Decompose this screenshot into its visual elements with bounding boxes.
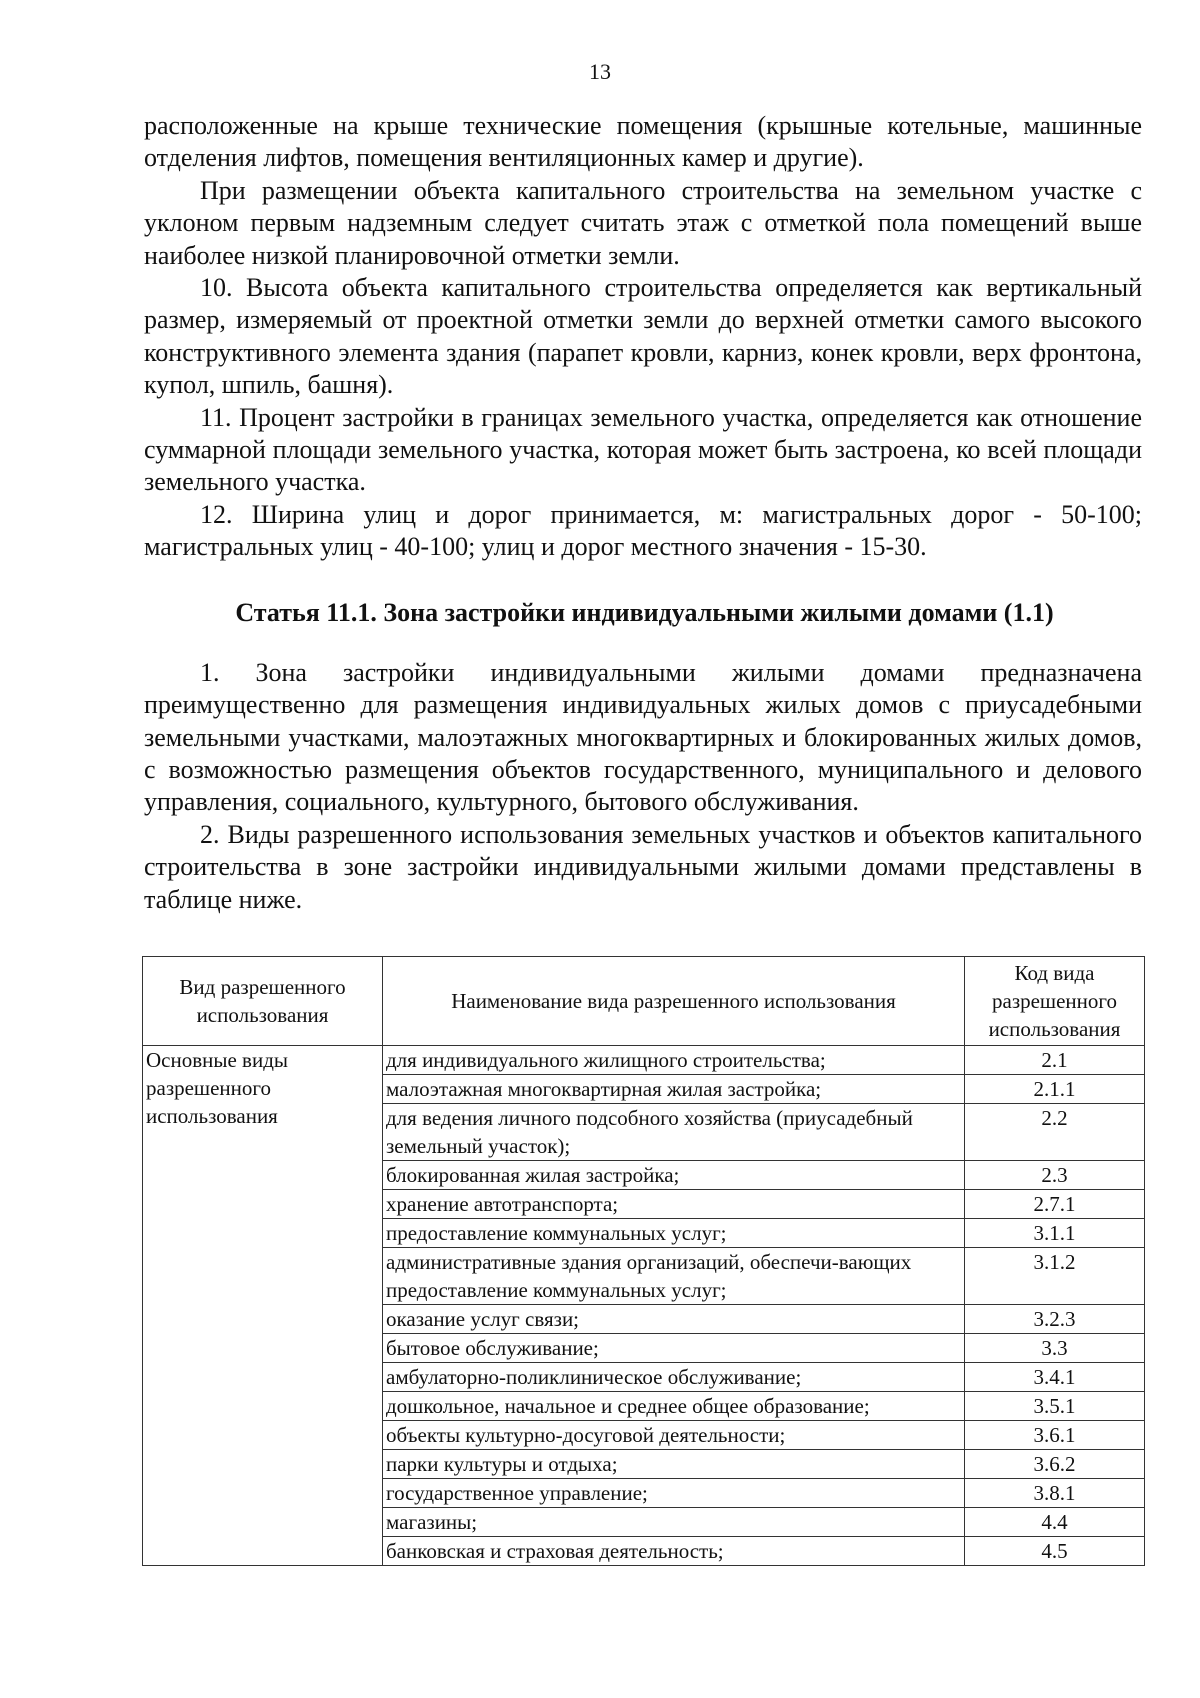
use-code-cell: 2.1.1 [965, 1075, 1145, 1104]
table-header-row [143, 957, 1145, 1046]
document-body [144, 110, 1142, 916]
permitted-uses-table [142, 956, 1145, 1566]
use-name-cell: административные здания организаций, обеспечи-вающих предоставление коммунальных услуг; [383, 1248, 965, 1305]
use-code-cell: 4.5 [965, 1537, 1145, 1566]
paragraph: 1. Зона застройки индивидуальными жилыми домами предназначена преимущественно для размещения индивидуальных жилых домов с приусадебными земельными участками, малоэтажных многоквартирных и блокированных жилых домов, с возможностью размещения объектов государственного, муниципального и делового управления, социального, культурного, бытового обслуживания. [144, 657, 1142, 817]
use-name-cell: дошкольное, начальное и среднее общее образование; [383, 1392, 965, 1421]
use-code-cell: 2.1 [965, 1046, 1145, 1075]
use-name-cell: парки культуры и отдыха; [383, 1450, 965, 1479]
use-code-cell: 3.1.2 [965, 1248, 1145, 1305]
use-name-cell: для ведения личного подсобного хозяйства (приусадебный земельный участок); [383, 1104, 965, 1161]
use-name-cell: для индивидуального жилищного строительства; [383, 1046, 965, 1075]
use-code-cell: 3.1.1 [965, 1219, 1145, 1248]
use-category-cell: Основные виды разрешенного использования [143, 1046, 383, 1566]
use-code-cell: 3.6.1 [965, 1421, 1145, 1450]
use-name-cell: бытовое обслуживание; [383, 1334, 965, 1363]
table-row [143, 1046, 1145, 1075]
header-use-name: Наименование вида разрешенного использования [383, 957, 965, 1046]
paragraph: 10. Высота объекта капитального строительства определяется как вертикальный размер, измеряемый от проектной отметки земли до верхней отметки самого высокого конструктивного элемента здания (парапет кровли, карниз, конек кровли, верх фронтона, купол, шпиль, башня). [144, 273, 1142, 400]
paragraph: При размещении объекта капитального строительства на земельном участке с уклоном первым надземным следует считать этаж с отметкой пола помещений выше наиболее низкой планировочной отметки земли. [144, 175, 1142, 270]
use-name-cell: блокированная жилая застройка; [383, 1161, 965, 1190]
use-name-cell: предоставление коммунальных услуг; [383, 1219, 965, 1248]
use-name-cell: банковская и страховая деятельность; [383, 1537, 965, 1566]
use-code-cell: 2.2 [965, 1104, 1145, 1161]
use-code-cell: 3.5.1 [965, 1392, 1145, 1421]
use-code-cell: 3.6.2 [965, 1450, 1145, 1479]
use-name-cell: малоэтажная многоквартирная жилая застройка; [383, 1075, 965, 1104]
use-name-cell: государственное управление; [383, 1479, 965, 1508]
use-code-cell: 3.4.1 [965, 1363, 1145, 1392]
paragraph: расположенные на крыше технические помещения (крышные котельные, машинные отделения лифтов, помещения вентиляционных камер и другие). [144, 111, 1142, 173]
use-name-cell: объекты культурно-досуговой деятельности; [383, 1421, 965, 1450]
header-use-type: Вид разрешенного использования [143, 957, 383, 1046]
use-code-cell: 3.8.1 [965, 1479, 1145, 1508]
article-heading: Статья 11.1. Зона застройки индивидуальными жилыми домами (1.1) [235, 597, 1054, 627]
use-name-cell: магазины; [383, 1508, 965, 1537]
paragraphs-before [144, 110, 1142, 564]
use-code-cell: 2.7.1 [965, 1190, 1145, 1219]
use-name-cell: амбулаторно-поликлиническое обслуживание; [383, 1363, 965, 1392]
use-name-cell: хранение автотранспорта; [383, 1190, 965, 1219]
use-code-cell: 3.3 [965, 1334, 1145, 1363]
paragraph: 11. Процент застройки в границах земельного участка, определяется как отношение суммарной площади земельного участка, которая может быть застроена, ко всей площади земельного участка. [144, 402, 1142, 497]
use-code-cell: 3.2.3 [965, 1305, 1145, 1334]
paragraph: 2. Виды разрешенного использования земельных участков и объектов капитального строительства в зоне застройки индивидуальными жилыми домами представлены в таблице ниже. [144, 819, 1142, 914]
header-use-code: Код вида разрешенного использования [965, 957, 1145, 1046]
use-code-cell: 2.3 [965, 1161, 1145, 1190]
use-name-cell: оказание услуг связи; [383, 1305, 965, 1334]
paragraph: 12. Ширина улиц и дорог принимается, м: магистральных дорог - 50-100; магистральных улиц - 40-100; улиц и дорог местного значения - 15-30. [144, 499, 1142, 562]
page-number: 13 [589, 59, 611, 84]
paragraphs-after [144, 657, 1142, 916]
use-code-cell: 4.4 [965, 1508, 1145, 1537]
